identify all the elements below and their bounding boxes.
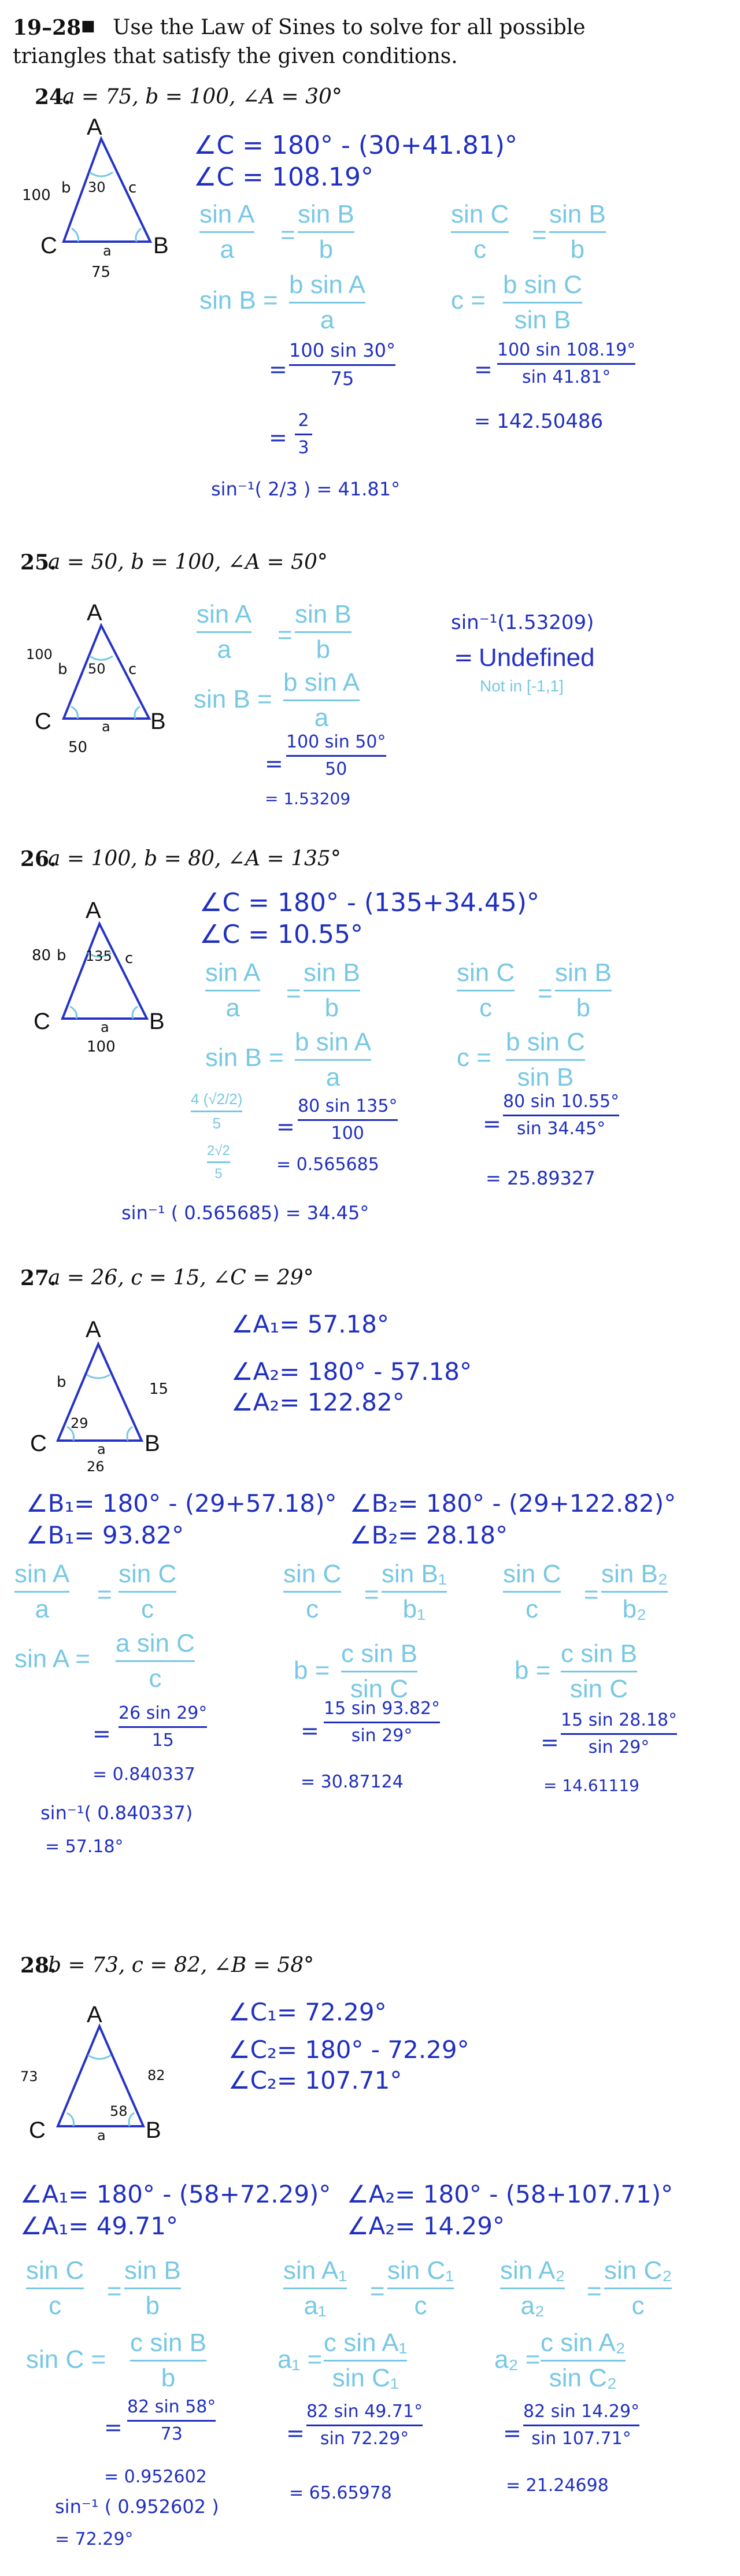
c-substitution: 80 sin 10.55° sin 34.45° bbox=[503, 1091, 620, 1139]
c-result: = 142.50486 bbox=[474, 410, 604, 433]
c-substitution: 100 sin 108.19° sin 41.81° bbox=[497, 340, 636, 387]
problem-28-given: b = 73, c = 82, ∠B = 58° bbox=[48, 1953, 314, 1977]
arcsin-result: sin⁻¹( 2/3 ) = 41.81° bbox=[211, 478, 401, 500]
angle-A2-step-1: ∠A₂= 180° - (58+107.71)° bbox=[347, 2180, 674, 2208]
side-b-label: b bbox=[61, 179, 71, 197]
side-a-value: 26 bbox=[87, 1459, 105, 1475]
sinB-result: = 1.53209 bbox=[265, 789, 351, 808]
angle-B1-step-1: ∠B₁= 180° - (29+57.18)° bbox=[26, 1489, 337, 1518]
ratio-bsinA-a: b sin A a bbox=[289, 271, 366, 335]
vertex-label-C: C bbox=[34, 1009, 50, 1034]
ratio-csinB-sinC: c sin B sin C bbox=[561, 1639, 638, 1704]
side-a-label: a bbox=[102, 719, 110, 735]
ratio-sinC-c: sin C c bbox=[451, 200, 509, 264]
problem-24-given: a = 75, b = 100, ∠A = 30° bbox=[62, 85, 342, 109]
equals-sign: = bbox=[584, 1581, 599, 1609]
angle-B-value: 58 bbox=[110, 2103, 128, 2119]
ratio-csinA2-sinC2: c sin A₂ sin C₂ bbox=[541, 2329, 626, 2393]
equals-sign: = bbox=[474, 357, 493, 382]
ratio-sinC2-c: sin C₂ c bbox=[604, 2256, 672, 2320]
angle-A1-step-1: ∠A₁= 180° - (58+72.29)° bbox=[20, 2180, 331, 2208]
side-a-label: a bbox=[97, 1441, 106, 1457]
sinB-equals: sin B = bbox=[199, 286, 278, 314]
vertex-label-A: A bbox=[86, 898, 101, 923]
sinA-simplified: 2√2 5 bbox=[207, 1143, 230, 1182]
vertex-label-A: A bbox=[87, 600, 102, 626]
a1-result: = 65.65978 bbox=[289, 2483, 392, 2503]
b1-result: = 30.87124 bbox=[301, 1772, 404, 1792]
side-c-value: 15 bbox=[149, 1380, 169, 1398]
equals-sign: = bbox=[97, 1581, 112, 1609]
sinB-value: 2 3 bbox=[295, 412, 312, 457]
a2-substitution: 82 sin 14.29° sin 107.71° bbox=[523, 2401, 640, 2449]
vertex-label-A: A bbox=[87, 114, 102, 140]
side-c-label: c bbox=[128, 179, 137, 197]
angle-A-value: 30 bbox=[88, 179, 106, 195]
ratio-sinC1-c: sin C₁ c bbox=[387, 2256, 454, 2320]
sinB-substitution: 80 sin 135° 100 bbox=[298, 1096, 398, 1143]
a2-result: = 21.24698 bbox=[506, 2475, 609, 2496]
ratio-sinB-b: sin B b bbox=[298, 200, 354, 264]
sinA-substitution: 26 sin 29° 15 bbox=[119, 1703, 208, 1750]
side-b-value: 100 bbox=[22, 187, 51, 204]
angle-C-step-1: ∠C = 180° - (135+34.45)° bbox=[199, 888, 539, 917]
side-c-label: c bbox=[125, 950, 134, 967]
side-b-value: 100 bbox=[26, 646, 53, 662]
vertex-label-B: B bbox=[145, 1431, 160, 1456]
a1-substitution: 82 sin 49.71° sin 72.29° bbox=[306, 2401, 423, 2449]
vertex-label-C: C bbox=[35, 709, 51, 734]
angle-C1: ∠C₁= 72.29° bbox=[228, 1998, 387, 2026]
equals-sign: = bbox=[280, 221, 295, 249]
side-a-label: a bbox=[103, 243, 112, 259]
sinC-result: = 0.952602 bbox=[104, 2467, 207, 2487]
problem-25-given: a = 50, b = 100, ∠A = 50° bbox=[48, 550, 328, 574]
arcsin-result: = 57.18° bbox=[45, 1837, 124, 1857]
equals-sign: = bbox=[483, 1111, 501, 1137]
side-c-label: c bbox=[128, 661, 137, 678]
angle-A1: ∠A₁= 57.18° bbox=[231, 1310, 389, 1338]
arcsin-result: sin⁻¹ ( 0.565685) = 34.45° bbox=[121, 1202, 369, 1224]
vertex-label-C: C bbox=[40, 233, 57, 258]
side-b-value: 80 bbox=[32, 947, 51, 964]
sinA-result: = 0.840337 bbox=[92, 1764, 195, 1785]
ratio-sinA-a: sin A a bbox=[205, 958, 261, 1023]
a2-equals: a₂ = bbox=[494, 2345, 541, 2374]
equals-sign: = bbox=[269, 425, 287, 450]
vertex-label-A: A bbox=[86, 1317, 101, 1342]
ratio-sinB-b: sin B b bbox=[124, 2256, 181, 2320]
side-a-value: 50 bbox=[68, 739, 88, 756]
side-b-label: b bbox=[58, 661, 68, 678]
side-c-value: 82 bbox=[147, 2067, 165, 2083]
ratio-sinB2-b2: sin B₂ b₂ bbox=[601, 1560, 668, 1624]
b1-substitution: 15 sin 93.82° sin 29° bbox=[324, 1698, 441, 1746]
undefined-label: Undefined bbox=[479, 643, 595, 672]
vertex-label-B: B bbox=[150, 709, 166, 734]
angle-B1-step-2: ∠B₁= 93.82° bbox=[26, 1521, 184, 1549]
domain-note: Not in [-1,1] bbox=[480, 677, 564, 695]
side-a-value: 75 bbox=[91, 264, 111, 281]
problem-28-number: 28. bbox=[20, 1953, 57, 1978]
ratio-sinA-a: sin A a bbox=[14, 1560, 70, 1624]
equals-sign: = bbox=[278, 621, 293, 649]
ratio-sinA1-a1: sin A₁ a₁ bbox=[283, 2256, 347, 2320]
angle-A2-step-2: ∠A₂= 14.29° bbox=[347, 2212, 505, 2240]
equals-sign: = bbox=[541, 1730, 559, 1755]
b-equals: b = bbox=[294, 1656, 330, 1685]
angle-C2-step-1: ∠C₂= 180° - 72.29° bbox=[228, 2035, 469, 2064]
b2-result: = 14.61119 bbox=[543, 1776, 639, 1795]
ratio-sinB-b: sin B b bbox=[304, 958, 360, 1023]
a1-equals: a₁ = bbox=[278, 2345, 323, 2374]
c-equals: c = bbox=[451, 286, 486, 314]
arcsin-result: = 72.29° bbox=[55, 2529, 134, 2549]
angle-A2-step-1: ∠A₂= 180° - 57.18° bbox=[231, 1357, 472, 1386]
ratio-sinA-a: sin A a bbox=[197, 600, 252, 664]
vertex-label-A: A bbox=[87, 2002, 102, 2027]
ratio-csinA1-sinC1: c sin A₁ sin C₁ bbox=[324, 2329, 408, 2393]
equals-sign: = bbox=[286, 2420, 305, 2446]
equals-sign: = bbox=[587, 2277, 602, 2305]
problem-26-given: a = 100, b = 80, ∠A = 135° bbox=[48, 847, 341, 871]
side-a-label: a bbox=[97, 2127, 106, 2144]
equals-sign: = bbox=[269, 357, 287, 382]
vertex-label-B: B bbox=[146, 2118, 161, 2143]
section-marker: ■ bbox=[81, 17, 95, 35]
ratio-sinB-b: sin B b bbox=[295, 600, 352, 664]
arcsin-expression: sin⁻¹( 0.840337) bbox=[40, 1802, 193, 1824]
ratio-asinC-c: a sin C c bbox=[116, 1629, 195, 1693]
sinB-substitution: 100 sin 50° 50 bbox=[286, 732, 386, 779]
ratio-sinB-b: sin B b bbox=[549, 200, 606, 264]
ratio-csinB-sinC: c sin B sin C bbox=[341, 1639, 418, 1704]
equals-sign: = bbox=[286, 979, 301, 1008]
angle-C2-step-2: ∠C₂= 107.71° bbox=[228, 2066, 402, 2094]
ratio-bsinA-a: b sin A a bbox=[283, 668, 360, 732]
angle-A-value: 135 bbox=[86, 948, 112, 964]
equals-sign: = bbox=[538, 979, 553, 1008]
sinA-equals: sin A = bbox=[14, 1645, 90, 1673]
sinA-exact: 4 (√2/2) 5 bbox=[191, 1090, 243, 1132]
sinB-equals: sin B = bbox=[205, 1043, 284, 1072]
equals-sign: = bbox=[532, 221, 547, 249]
b-equals: b = bbox=[515, 1656, 551, 1685]
ratio-sinC-c: sin C c bbox=[119, 1560, 177, 1624]
angle-C-step-1: ∠C = 180° - (30+41.81)° bbox=[194, 131, 517, 160]
instructions-line-1: Use the Law of Sines to solve for all possible bbox=[113, 16, 586, 39]
angle-A1-step-2: ∠A₁= 49.71° bbox=[20, 2212, 178, 2240]
problem-27-given: a = 26, c = 15, ∠C = 29° bbox=[48, 1266, 314, 1290]
angle-C-value: 29 bbox=[71, 1415, 88, 1431]
instructions-line-2: triangles that satisfy the given conditions. bbox=[13, 45, 458, 68]
ratio-sinC-c: sin C c bbox=[283, 1560, 342, 1624]
section-range: 19–28 bbox=[13, 16, 82, 40]
side-a-value: 100 bbox=[87, 1038, 116, 1056]
problem-27-number: 27. bbox=[20, 1266, 57, 1290]
side-b-label: b bbox=[57, 947, 66, 964]
vertex-label-C: C bbox=[30, 1431, 47, 1456]
triangle-diagram-28 bbox=[0, 0, 1, 1]
ratio-sinB1-b1: sin B₁ b₁ bbox=[382, 1560, 447, 1624]
side-a-label: a bbox=[101, 1019, 109, 1035]
ratio-sinC-c: sin C c bbox=[26, 2256, 84, 2320]
equals-sign: = bbox=[301, 1718, 319, 1744]
equals-sign: = bbox=[503, 2420, 521, 2446]
problem-26-number: 26. bbox=[20, 847, 57, 871]
sinB-result: = 0.565685 bbox=[276, 1154, 379, 1175]
ratio-bsinA-a: b sin A a bbox=[295, 1028, 372, 1092]
c-equals: c = bbox=[457, 1043, 491, 1072]
angle-C-step-2: ∠C = 10.55° bbox=[199, 920, 363, 949]
angle-A2-step-2: ∠A₂= 122.82° bbox=[231, 1388, 405, 1416]
angle-A-value: 50 bbox=[88, 661, 106, 677]
equals-sign: = bbox=[364, 1581, 379, 1609]
equals-sign: = bbox=[454, 645, 473, 671]
vertex-label-B: B bbox=[149, 1009, 165, 1034]
angle-C-step-2: ∠C = 108.19° bbox=[194, 162, 373, 192]
sinC-equals: sin C = bbox=[26, 2345, 106, 2374]
sinB-equals: sin B = bbox=[194, 685, 272, 713]
equals-sign: = bbox=[276, 1114, 295, 1139]
ratio-sinB-b: sin B b bbox=[555, 958, 612, 1023]
ratio-csinB-b: c sin B b bbox=[130, 2329, 207, 2393]
equals-sign: = bbox=[92, 1721, 111, 1746]
problem-24-number: 24. bbox=[35, 85, 71, 109]
sinB-substitution: 100 sin 30° 75 bbox=[289, 339, 395, 390]
vertex-label-C: C bbox=[29, 2118, 46, 2143]
ratio-sinA2-a2: sin A₂ a₂ bbox=[500, 2256, 565, 2320]
arcsin-expression: sin⁻¹ ( 0.952602 ) bbox=[55, 2496, 219, 2518]
side-b-label: b bbox=[57, 1374, 66, 1391]
ratio-sinA-a: sin A a bbox=[199, 200, 255, 264]
arcsin-expression: sin⁻¹(1.53209) bbox=[451, 611, 594, 634]
vertex-label-B: B bbox=[153, 233, 169, 258]
equals-sign: = bbox=[370, 2277, 385, 2305]
ratio-sinC-c: sin C c bbox=[503, 1560, 561, 1624]
side-b-value: 73 bbox=[20, 2068, 38, 2085]
problem-25-number: 25. bbox=[20, 550, 57, 575]
equals-sign: = bbox=[104, 2415, 123, 2440]
sinC-substitution: 82 sin 58° 73 bbox=[127, 2397, 216, 2444]
ratio-sinC-c: sin C c bbox=[457, 958, 515, 1023]
equals-sign: = bbox=[107, 2277, 122, 2305]
ratio-bsinC-sinB: b sin C sin B bbox=[503, 271, 582, 335]
b2-substitution: 15 sin 28.18° sin 29° bbox=[561, 1710, 678, 1757]
angle-B2-step-2: ∠B₂= 28.18° bbox=[350, 1521, 508, 1549]
angle-B2-step-1: ∠B₂= 180° - (29+122.82)° bbox=[350, 1489, 676, 1518]
ratio-bsinC-sinB: b sin C sin B bbox=[506, 1028, 585, 1092]
c-result: = 25.89327 bbox=[486, 1167, 595, 1189]
equals-sign: = bbox=[265, 751, 283, 776]
